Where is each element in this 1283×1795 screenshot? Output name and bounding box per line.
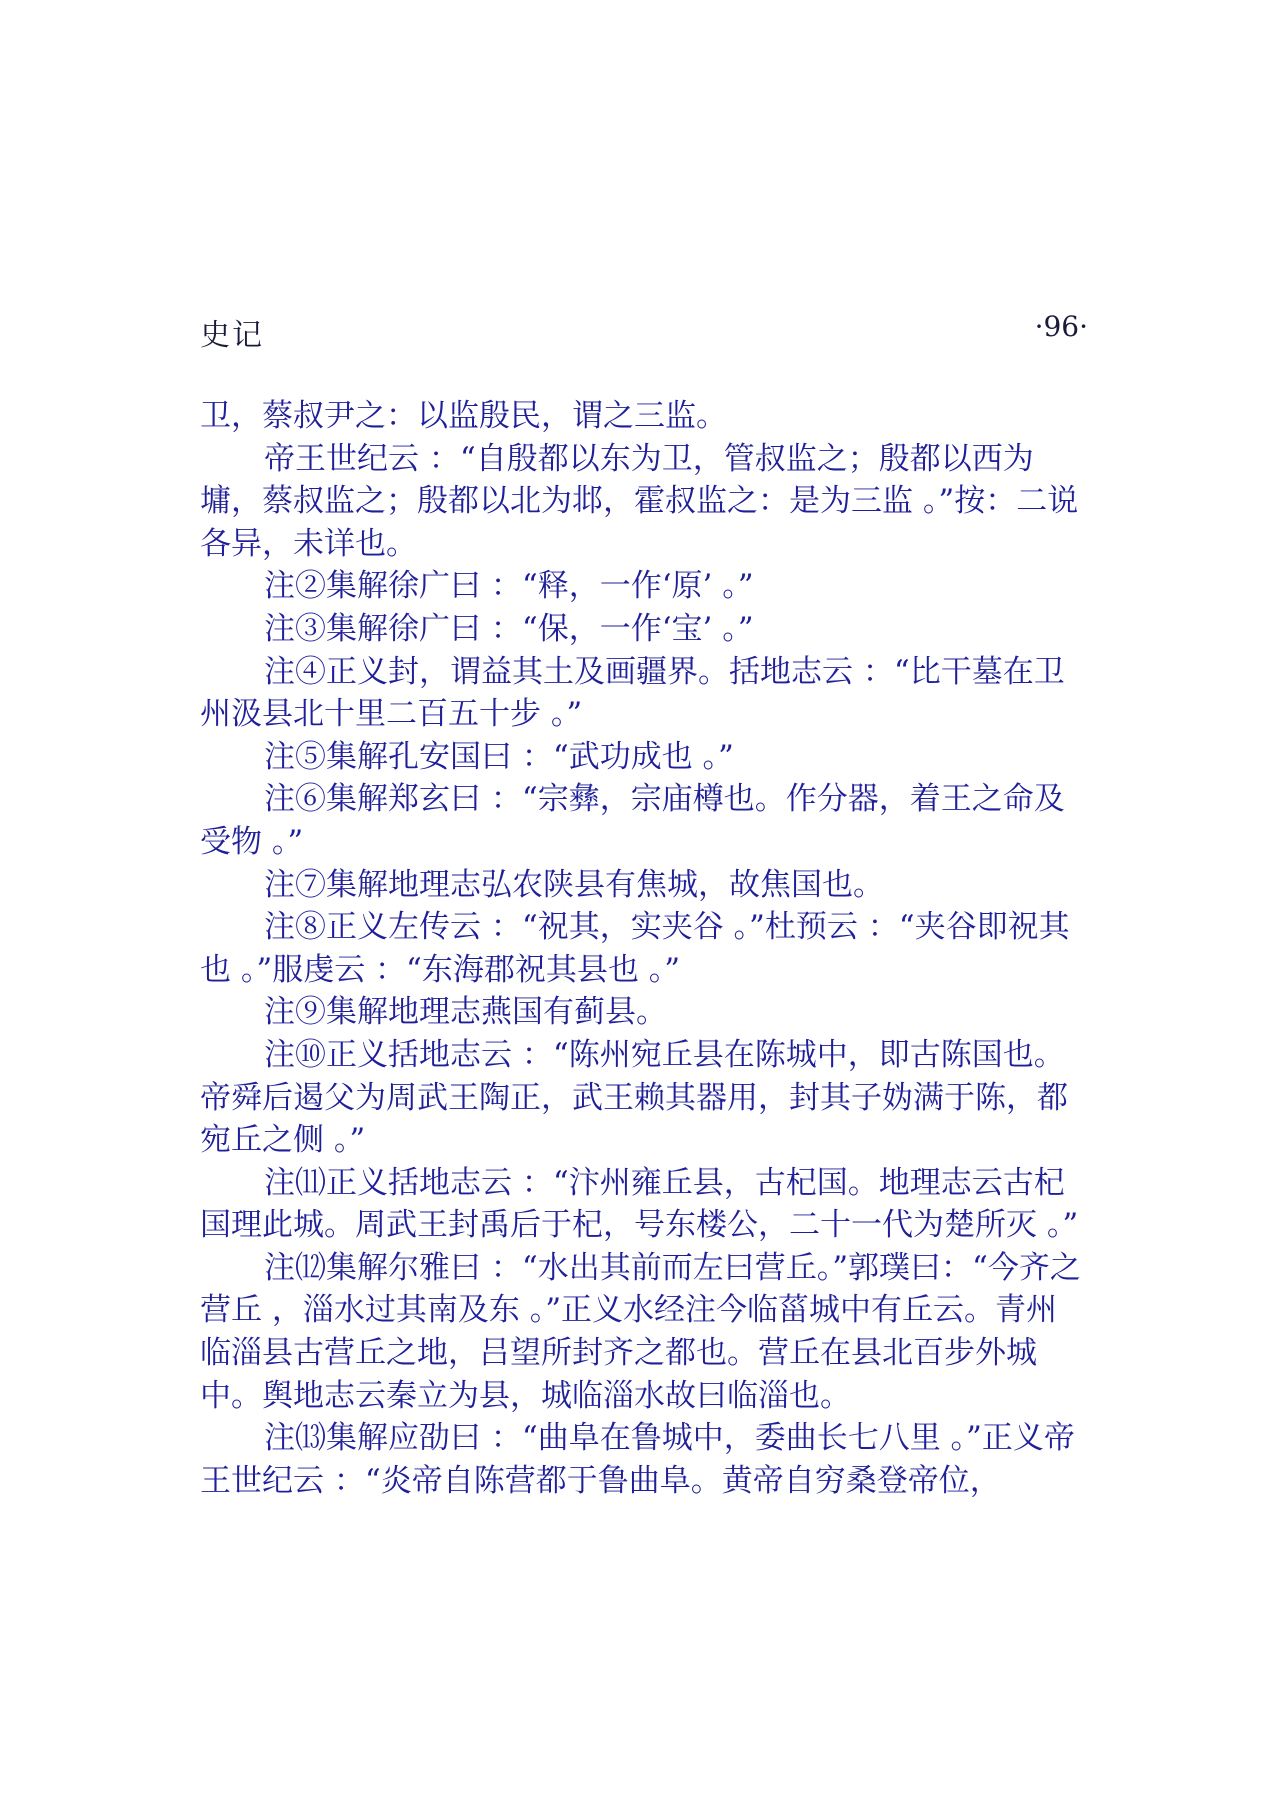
paragraph: 帝王世纪云 ：“自殷都以东为卫，管叔监之；殷都以西为墉，蔡叔监之；殷都以北为邶，霍叔监之：是为三监 。”按：二说各异，未详也。 <box>200 440 1079 562</box>
page-header <box>200 310 1088 354</box>
paragraph: 注③集解徐广曰 ：“保，一作‘宝’ 。” <box>264 610 754 647</box>
paragraph: 注⑿集解尔雅曰 ：“水出其前而左曰营丘。”郭璞曰：“今齐之营丘 ，淄水过其南及东 。”正义水经注今临菑城中有丘云。青州临淄县古营丘之地，吕望所封齐之都也。营丘在县北百步外城中。舆地志云秦立为县，城临淄水故曰临淄也。 <box>200 1249 1081 1414</box>
paragraph: 注⑤集解孔安国曰 ：“武功成也 。” <box>264 738 734 775</box>
paragraph: 注②集解徐广曰 ：“释，一作‘原’ 。” <box>264 568 754 605</box>
paragraph: 注⑩正义括地志云 ：“陈州宛丘县在陈城中，即古陈国也。帝舜后遏父为周武王陶正，武王赖其器用，封其子妫满于陈，都宛丘之侧 。” <box>200 1036 1068 1159</box>
book-title: 史记 <box>200 318 264 353</box>
body-text <box>200 395 1088 1502</box>
paragraph: 注⒀集解应劭曰 ：“曲阜在鲁城中，委曲长七八里 。”正义帝王世纪云 ：“炎帝自陈营都于鲁曲阜。黄帝自穷桑登帝位， <box>200 1420 1075 1499</box>
paragraph: 注⑥集解郑玄曰 ：“宗彝，宗庙樽也。作分器，着王之命及受物 。” <box>200 781 1065 860</box>
page-number: ·96· <box>1034 310 1088 343</box>
paragraph: 注④正义封，谓益其土及画疆界。括地志云 ：“比干墓在卫州汲县北十里二百五十步 。” <box>200 653 1065 733</box>
paragraph: 注⑨集解地理志燕国有蓟县。 <box>264 994 667 1031</box>
paragraph: 注⑦集解地理志弘农陕县有焦城，故焦国也。 <box>264 866 884 903</box>
paragraph: 注⑧正义左传云 ：“祝其，实夹谷 。”杜预云 ：“夹谷即祝其也 。”服虔云 ：“东海郡祝其县也 。” <box>200 909 1070 988</box>
paragraph: 卫，蔡叔尹之：以监殷民，谓之三监。 <box>200 398 727 434</box>
paragraph: 注⑾正义括地志云 ：“汴州雍丘县，古杞国。地理志云古杞国理此城。周武王封禹后于杞，号东楼公，二十一代为楚所灭 。” <box>200 1164 1079 1244</box>
